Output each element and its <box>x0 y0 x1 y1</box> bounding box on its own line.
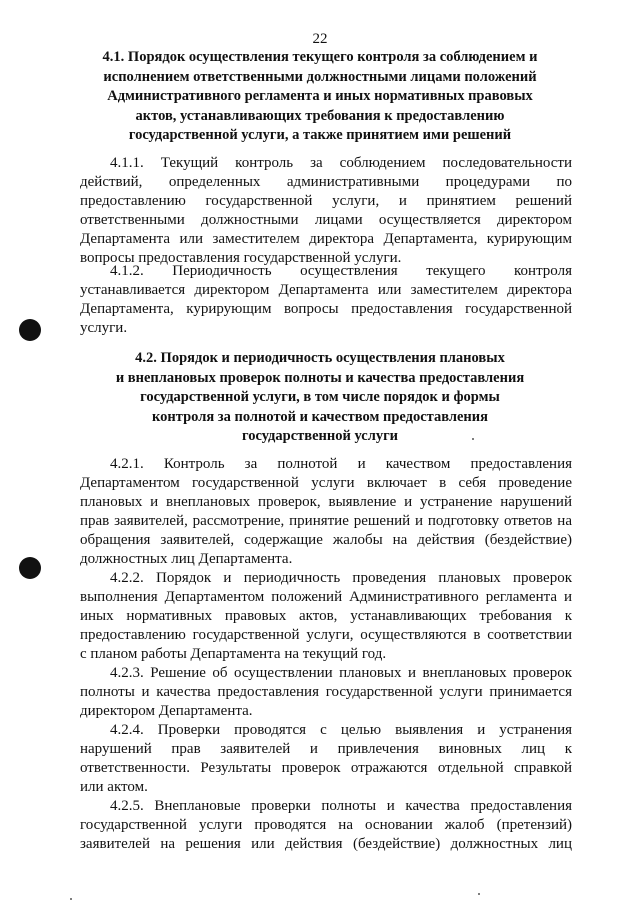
page-number: 22 <box>312 31 328 47</box>
paragraph-line: директором Департамента. <box>80 703 253 719</box>
paragraph-line: действий, определенных административными процедурами по <box>80 174 572 190</box>
paragraph-line: 4.2.4. Проверки проводятся с целью выявления и устранения <box>110 722 572 738</box>
scan-speck <box>70 898 72 900</box>
heading-line: и внеплановых проверок полноты и качества предоставления <box>115 369 525 386</box>
paragraph-line: устанавливается директором Департамента или заместителем директора <box>80 282 572 298</box>
heading-line: исполнением ответственными должностными лицами положений <box>103 68 537 85</box>
paragraph-4-2-2 <box>80 569 572 664</box>
paragraph-line: выполнения Департаментом положений Административного регламента и <box>80 589 572 605</box>
heading-line: Административного регламента и иных нормативных правовых <box>107 88 533 105</box>
paragraph-line: вопросы предоставления государственной услуги. <box>80 250 402 266</box>
scan-speck <box>478 893 480 895</box>
scan-speck <box>472 438 474 440</box>
paragraph-line: с планом работы Департамента на текущий год. <box>80 646 387 662</box>
paragraph-line: должностных лиц Департамента. <box>80 551 293 567</box>
paragraph-line: предоставлению государственной услуги, и принятием решений <box>80 193 572 209</box>
paragraph-line: 4.2.1. Контроль за полнотой и качеством предоставления <box>110 456 572 472</box>
heading-line: государственной услуги, а также принятием ими решений <box>128 127 512 144</box>
paragraph-line: или актом. <box>80 779 148 795</box>
heading-line: 4.1. Порядок осуществления текущего контроля за соблюдением и <box>102 49 538 65</box>
paragraph-line: иных нормативных правовых актов, устанавливающих требования к <box>80 608 572 624</box>
heading-line: государственной услуги <box>241 428 399 445</box>
heading-line: государственной услуги, в том числе порядок и формы <box>140 389 500 406</box>
paragraph-line: полноты и качества предоставления государственной услуги принимается <box>80 684 572 700</box>
paragraph-line: 4.2.5. Внеплановые проверки полноты и качества предоставления <box>110 798 572 814</box>
paragraph-line: ответственными должностными лицами осуществляется директором <box>80 212 572 228</box>
paragraph-line: государственной услуги проводятся на основании жалоб (претензий) <box>80 817 572 833</box>
section-4-2-heading <box>70 349 570 447</box>
paragraph-line: Департамента или заместителем директора Департамента, курирующим <box>80 231 572 247</box>
paragraph-line: ответственности. Результаты проверок отражаются отдельной справкой <box>80 760 572 776</box>
heading-line: 4.2. Порядок и периодичность осуществления плановых <box>135 350 505 366</box>
paragraph-line: нарушений прав заявителей и привлечения виновных лиц к <box>80 741 572 757</box>
heading-line: актов, устанавливающих требования к предоставлению <box>135 107 505 124</box>
paragraph-line: прав заявителей, рассмотрение, принятие решений и подготовку ответов на <box>80 513 572 529</box>
paragraph-line: 4.1.1. Текущий контроль за соблюдением последовательности <box>110 155 572 171</box>
paragraph-4-2-5 <box>80 797 572 854</box>
paragraph-4-2-3 <box>80 664 572 721</box>
heading-line: контроля за полнотой и качеством предоставления <box>152 408 488 425</box>
paragraph-line: плановых и внеплановых проверок, выявление и устранение нарушений <box>80 494 572 510</box>
paragraph-line: предоставлению государственной услуги, осуществляются в соответствии <box>80 627 572 643</box>
paragraph-4-1-1 <box>80 154 572 268</box>
paragraph-line: 4.1.2. Периодичность осуществления текущего контроля <box>110 263 572 279</box>
paragraph-line: 4.2.2. Порядок и периодичность проведения плановых проверок <box>110 570 572 586</box>
paragraph-line: обращения заявителей, содержащие жалобы на действия (бездействие) <box>80 532 572 548</box>
paragraph-line: Департамента, курирующим вопросы предоставления государственной <box>80 301 572 317</box>
paragraph-4-2-4 <box>80 721 572 797</box>
paragraph-line: 4.2.3. Решение об осуществлении плановых и внеплановых проверок <box>110 665 572 681</box>
paragraph-4-2-1 <box>80 455 572 569</box>
paragraph-line: заявителей на решения или действия (бездействие) должностных лиц <box>80 836 572 852</box>
section-4-1-heading <box>70 48 570 146</box>
punch-hole <box>19 557 41 579</box>
punch-hole <box>19 319 41 341</box>
paragraph-line: услуги. <box>80 320 128 336</box>
paragraph-line: Департаментом государственной услуги включает в себя проведение <box>80 475 572 491</box>
paragraph-4-1-2 <box>80 262 572 338</box>
